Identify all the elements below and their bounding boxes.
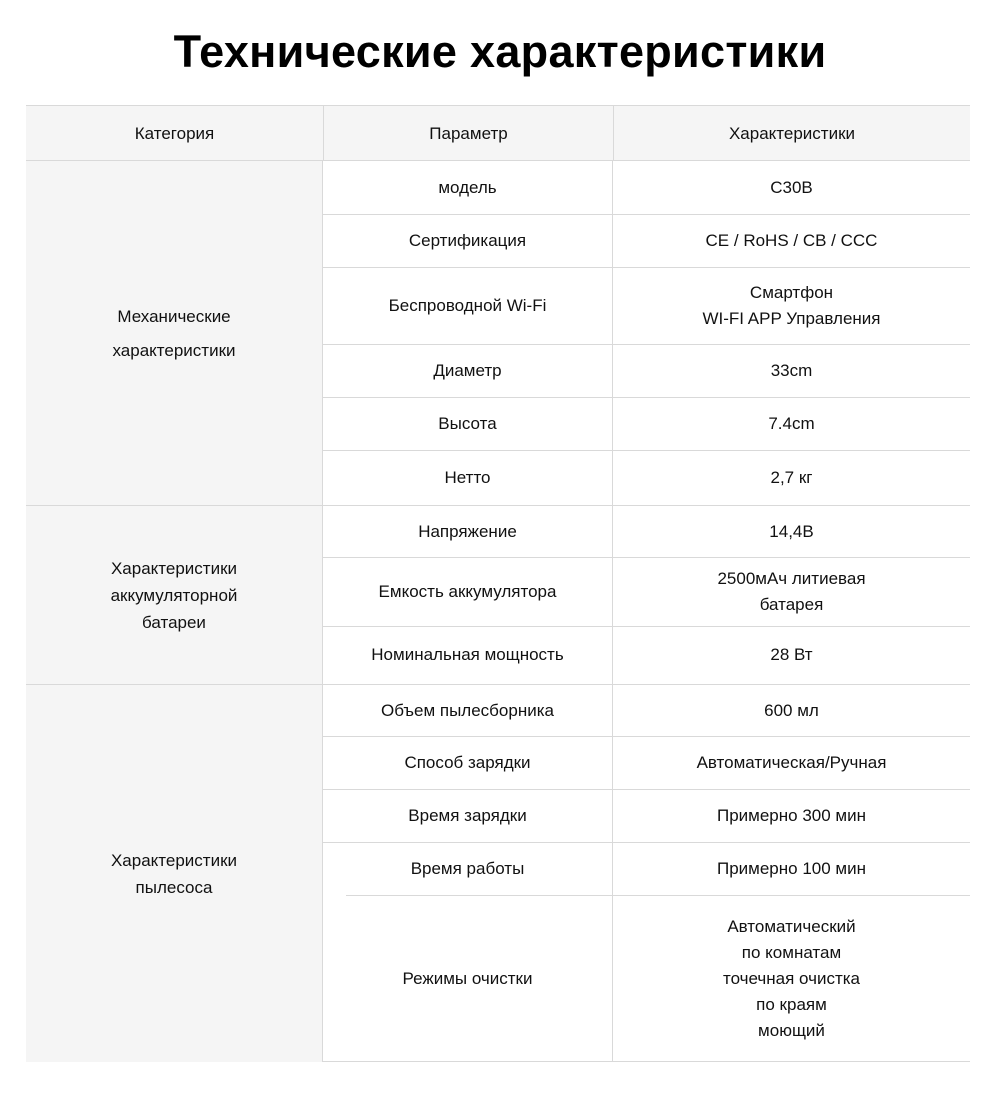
header-specs: Характеристики bbox=[613, 106, 970, 161]
param-cell: Способ зарядки bbox=[323, 736, 613, 789]
value-cell: 28 Вт bbox=[770, 645, 813, 664]
value-cell: Примерно 100 мин bbox=[717, 858, 866, 878]
param-cell: Емкость аккумулятора bbox=[323, 557, 613, 626]
table-row bbox=[323, 161, 970, 214]
value-cell: 7.4cm bbox=[768, 413, 815, 433]
value-line: моющий bbox=[758, 1020, 825, 1040]
param-cell: Сертификация bbox=[323, 214, 613, 267]
value-cell: 33cm bbox=[770, 360, 813, 380]
header-parameter: Параметр bbox=[323, 106, 613, 161]
param-cell: Время работы bbox=[323, 842, 613, 895]
value-line: Смартфон bbox=[749, 282, 834, 302]
category-mechanical bbox=[26, 161, 323, 505]
table-row bbox=[323, 789, 970, 842]
value-line: Автоматический bbox=[727, 916, 856, 936]
value-line: батарея bbox=[759, 594, 824, 614]
page-title: Технические характеристики bbox=[173, 26, 827, 77]
value-cell: Примерно 300 мин bbox=[717, 805, 866, 825]
table-row bbox=[323, 506, 970, 557]
category-line: батареи bbox=[142, 612, 206, 632]
value-line: по краям bbox=[756, 994, 827, 1014]
table-row bbox=[323, 214, 970, 267]
spec-table bbox=[26, 105, 970, 1062]
param-cell: Нетто bbox=[323, 450, 613, 505]
value-cell bbox=[613, 267, 970, 344]
category-line: Характеристики bbox=[110, 558, 238, 578]
category-battery bbox=[26, 506, 323, 684]
param-cell: Высота bbox=[323, 397, 613, 450]
value-line: по комнатам bbox=[741, 942, 842, 962]
param-cell: Режимы очистки bbox=[323, 895, 613, 1062]
table-header-row bbox=[26, 106, 970, 161]
param-cell: Номинальная мощность bbox=[323, 626, 613, 684]
value-cell: 14,4В bbox=[769, 521, 814, 541]
value-cell: 600 мл bbox=[764, 700, 819, 720]
category-line: Характеристики bbox=[110, 850, 238, 870]
value-line: точечная очистка bbox=[722, 968, 861, 988]
table-row bbox=[323, 397, 970, 450]
table-row bbox=[323, 557, 970, 626]
param-cell: Время зарядки bbox=[323, 789, 613, 842]
category-line: характеристики bbox=[112, 340, 236, 360]
category-line: Механические bbox=[117, 306, 231, 326]
value-cell: Автоматическая/Ручная bbox=[696, 752, 887, 772]
param-cell: Напряжение bbox=[323, 506, 613, 557]
category-line: пылесоса bbox=[135, 877, 213, 897]
table-row bbox=[323, 626, 970, 684]
table-row bbox=[323, 736, 970, 789]
value-line: 2500мАч литиевая bbox=[717, 568, 866, 588]
param-cell: Диаметр bbox=[323, 344, 613, 397]
value-cell: CE / RoHS / CB / CCC bbox=[705, 230, 878, 250]
table-row bbox=[323, 842, 970, 895]
table-row bbox=[323, 685, 970, 736]
table-row bbox=[323, 895, 970, 1062]
value-cell: C30B bbox=[770, 177, 813, 197]
param-cell: модель bbox=[323, 161, 613, 214]
header-category: Категория bbox=[134, 123, 215, 143]
value-cell: 2,7 кг bbox=[770, 467, 813, 487]
table-row bbox=[323, 344, 970, 397]
table-row bbox=[323, 450, 970, 505]
param-cell: Беспроводной Wi-Fi bbox=[323, 267, 613, 344]
category-vacuum bbox=[26, 685, 323, 1062]
category-line: аккумуляторной bbox=[110, 585, 238, 605]
value-cell bbox=[613, 895, 970, 1062]
value-cell bbox=[613, 557, 970, 626]
param-cell: Объем пылесборника bbox=[323, 685, 613, 736]
value-line: WI-FI APP Управления bbox=[702, 308, 881, 328]
table-row bbox=[323, 267, 970, 344]
